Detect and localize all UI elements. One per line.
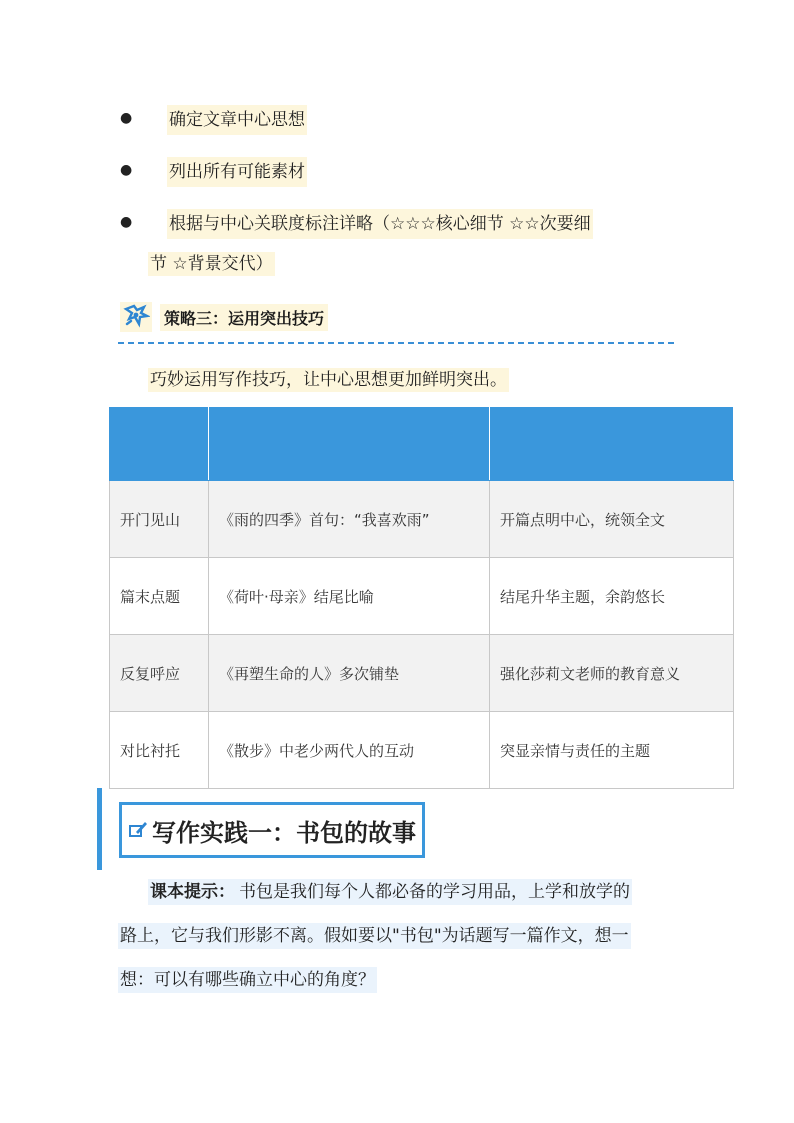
section-heading [119, 802, 425, 858]
strategy-heading [120, 302, 328, 332]
prompt-line-1 [148, 873, 632, 911]
technique-effect: 强化莎莉文老师的教育意义 [490, 635, 734, 712]
technique-name: 对比衬托 [110, 712, 209, 789]
bullet-text: 列出所有可能素材 [167, 157, 307, 187]
prompt-text: 路上，它与我们形影不离。假如要以"书包"为话题写一篇作文，想一 [118, 923, 631, 949]
bullet-dot: ● [120, 214, 133, 230]
strategy-title: 策略三：运用突出技巧 [160, 304, 328, 331]
table-row [110, 481, 734, 558]
technique-name: 篇末点题 [110, 558, 209, 635]
table-row [110, 635, 734, 712]
bullet-continuation-text: 节 ☆背景交代） [150, 254, 273, 274]
table-row [110, 712, 734, 789]
bullet-continuation [148, 251, 275, 277]
prompt-text: 书包是我们每个人都必备的学习用品，上学和放学的 [237, 879, 632, 905]
pencil-paper-icon [128, 816, 148, 844]
intro-text-content: 巧妙运用写作技巧，让中心思想更加鲜明突出。 [150, 370, 507, 390]
bullet-dot: ● [120, 110, 133, 126]
technique-example: 《散步》中老少两代人的互动 [209, 712, 490, 789]
table-header-row [110, 408, 734, 481]
table-header-cell [490, 408, 734, 481]
technique-name: 开门见山 [110, 481, 209, 558]
prompt-line-2 [118, 917, 631, 955]
intro-text [148, 367, 509, 393]
puzzle-gear-icon [120, 302, 152, 332]
table-header-cell [110, 408, 209, 481]
technique-effect: 结尾升华主题，余韵悠长 [490, 558, 734, 635]
bullet-text: 确定文章中心思想 [167, 105, 307, 135]
technique-table [109, 407, 734, 789]
table-header-cell [209, 408, 490, 481]
table-row [110, 558, 734, 635]
prompt-label: 课本提示： [148, 879, 237, 905]
technique-name: 反复呼应 [110, 635, 209, 712]
prompt-line-3 [118, 961, 377, 999]
bullet-text: 根据与中心关联度标注详略（☆☆☆核心细节 ☆☆次要细 [167, 209, 593, 239]
technique-example: 《荷叶·母亲》结尾比喻 [209, 558, 490, 635]
technique-example: 《再塑生命的人》多次铺垫 [209, 635, 490, 712]
technique-effect: 开篇点明中心，统领全文 [490, 481, 734, 558]
technique-effect: 突显亲情与责任的主题 [490, 712, 734, 789]
prompt-text: 想：可以有哪些确立中心的角度？ [118, 967, 377, 993]
section-title: 写作实践一：书包的故事 [152, 818, 416, 847]
bullet-dot: ● [120, 162, 133, 178]
section-accent-bar [97, 788, 102, 870]
dashed-divider [118, 342, 674, 344]
technique-example: 《雨的四季》首句：“我喜欢雨” [209, 481, 490, 558]
